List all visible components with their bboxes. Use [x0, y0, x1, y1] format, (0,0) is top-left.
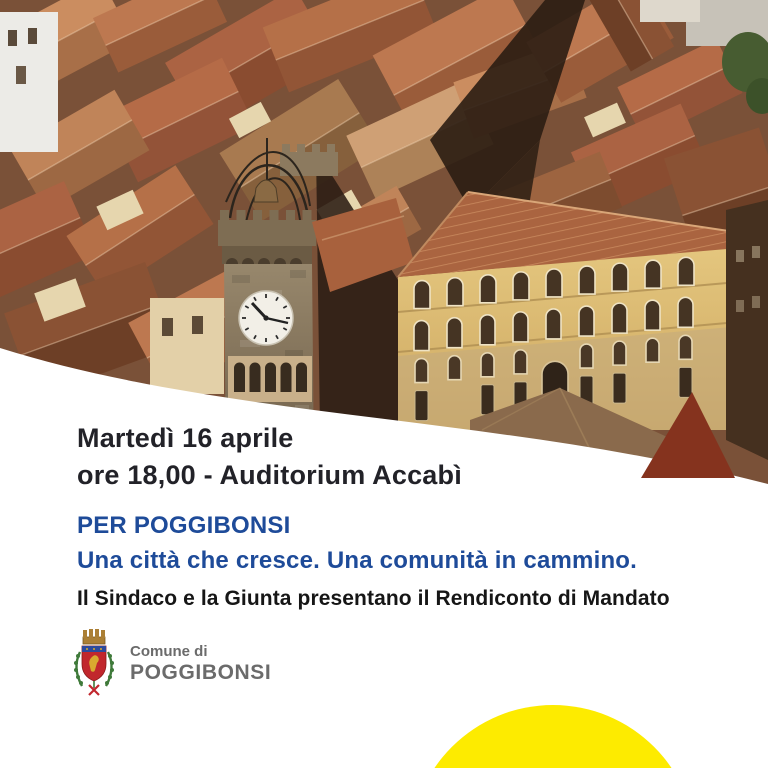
logo-org-name: POGGIBONSI	[130, 660, 272, 684]
white-house	[0, 12, 58, 152]
logo-org-prefix: Comune di	[130, 642, 208, 660]
campaign-title: PER POGGIBONSI	[77, 512, 291, 539]
event-date: Martedì 16 aprile	[77, 423, 294, 453]
event-description: Il Sindaco e la Giunta presentano il Rendiconto di Mandato	[77, 587, 670, 610]
poggibonsi-coat-of-arms-icon	[70, 627, 118, 699]
comune-logo	[70, 627, 271, 699]
campaign-subtitle: Una città che cresce. Una comunità in cammino.	[77, 547, 638, 574]
right-dark-building	[726, 200, 768, 460]
yellow-palazzo	[398, 192, 768, 430]
campaign-block	[77, 508, 637, 578]
yellow-circle-decoration	[410, 705, 696, 768]
event-time-venue: ore 18,00 - Auditorium Accabì	[77, 460, 462, 490]
event-datetime	[77, 420, 462, 494]
